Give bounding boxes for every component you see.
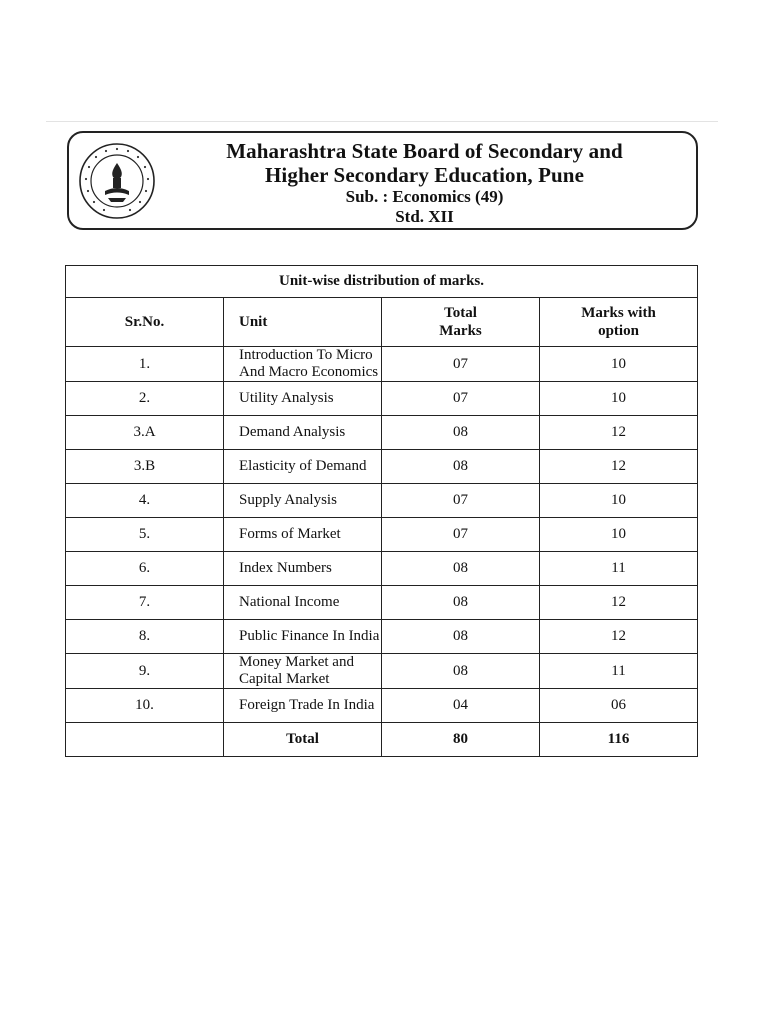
cell-srno: 8. xyxy=(66,620,224,654)
table-row xyxy=(66,518,698,552)
cell-srno: 2. xyxy=(66,382,224,416)
cell-total-marks: 08 xyxy=(382,654,540,689)
header-title-block xyxy=(159,139,690,227)
cell-total-marks-sum: 80 xyxy=(382,723,540,757)
cell-marks-with-option: 12 xyxy=(540,586,698,620)
cell-unit: National Income xyxy=(224,586,382,620)
cell-total-marks: 08 xyxy=(382,620,540,654)
cell-unit: Introduction To Micro And Macro Economics xyxy=(224,347,382,382)
table-row xyxy=(66,416,698,450)
table-caption: Unit-wise distribution of marks. xyxy=(66,266,698,298)
board-seal-icon xyxy=(77,141,157,221)
cell-srno: 1. xyxy=(66,347,224,382)
cell-total-marks: 07 xyxy=(382,484,540,518)
cell-marks-with-option: 06 xyxy=(540,689,698,723)
cell-total-marks: 08 xyxy=(382,586,540,620)
col-header-option-line1: Marks with xyxy=(581,305,656,321)
cell-marks-with-option: 11 xyxy=(540,654,698,689)
standard-line: Std. XII xyxy=(395,207,454,226)
cell-total-marks: 08 xyxy=(382,450,540,484)
cell-marks-with-option-sum: 116 xyxy=(540,723,698,757)
cell-unit: Elasticity of Demand xyxy=(224,450,382,484)
board-name-line2: Higher Secondary Education, Pune xyxy=(264,163,584,187)
table-row xyxy=(66,620,698,654)
table-row xyxy=(66,654,698,689)
cell-unit: Utility Analysis xyxy=(224,382,382,416)
subject-line: Sub. : Economics (49) xyxy=(345,187,504,206)
board-name-line1: Maharashtra State Board of Secondary and xyxy=(226,139,623,163)
marks-distribution-table xyxy=(65,265,698,757)
cell-unit: Forms of Market xyxy=(224,518,382,552)
cell-unit: Money Market and Capital Market xyxy=(224,654,382,689)
cell-srno: 4. xyxy=(66,484,224,518)
table-row xyxy=(66,586,698,620)
cell-total-marks: 07 xyxy=(382,347,540,382)
cell-srno: 10. xyxy=(66,689,224,723)
cell-total-marks: 08 xyxy=(382,552,540,586)
cell-unit: Foreign Trade In India xyxy=(224,689,382,723)
cell-marks-with-option: 10 xyxy=(540,382,698,416)
table-header-row xyxy=(66,298,698,347)
table-row xyxy=(66,347,698,382)
table-row xyxy=(66,689,698,723)
cell-marks-with-option: 10 xyxy=(540,484,698,518)
col-header-total-marks xyxy=(382,298,540,347)
cell-unit: Index Numbers xyxy=(224,552,382,586)
cell-marks-with-option: 12 xyxy=(540,620,698,654)
cell-srno: 5. xyxy=(66,518,224,552)
col-header-total-line1: Total xyxy=(444,305,477,321)
table-total-row xyxy=(66,723,698,757)
table-row xyxy=(66,484,698,518)
table-row xyxy=(66,552,698,586)
cell-srno: 3.B xyxy=(66,450,224,484)
cell-srno: 7. xyxy=(66,586,224,620)
table-row xyxy=(66,450,698,484)
col-header-option-line2: option xyxy=(598,323,639,339)
cell-srno: 6. xyxy=(66,552,224,586)
cell-marks-with-option: 10 xyxy=(540,347,698,382)
document-header xyxy=(67,131,698,230)
cell-total-marks: 04 xyxy=(382,689,540,723)
col-header-srno: Sr.No. xyxy=(66,298,224,347)
cell-marks-with-option: 12 xyxy=(540,450,698,484)
cell-total-marks: 07 xyxy=(382,518,540,552)
cell-total-marks: 07 xyxy=(382,382,540,416)
cell-total-label: Total xyxy=(224,723,382,757)
col-header-marks-with-option xyxy=(540,298,698,347)
cell-unit: Public Finance In India xyxy=(224,620,382,654)
cell-srno: 3.A xyxy=(66,416,224,450)
top-divider xyxy=(46,121,718,122)
cell-marks-with-option: 10 xyxy=(540,518,698,552)
cell-total-marks: 08 xyxy=(382,416,540,450)
col-header-unit: Unit xyxy=(224,298,382,347)
cell-unit: Supply Analysis xyxy=(224,484,382,518)
col-header-total-line2: Marks xyxy=(439,323,482,339)
cell-marks-with-option: 12 xyxy=(540,416,698,450)
cell-marks-with-option: 11 xyxy=(540,552,698,586)
cell-unit: Demand Analysis xyxy=(224,416,382,450)
table-row xyxy=(66,382,698,416)
cell-srno: 9. xyxy=(66,654,224,689)
cell-total-empty xyxy=(66,723,224,757)
